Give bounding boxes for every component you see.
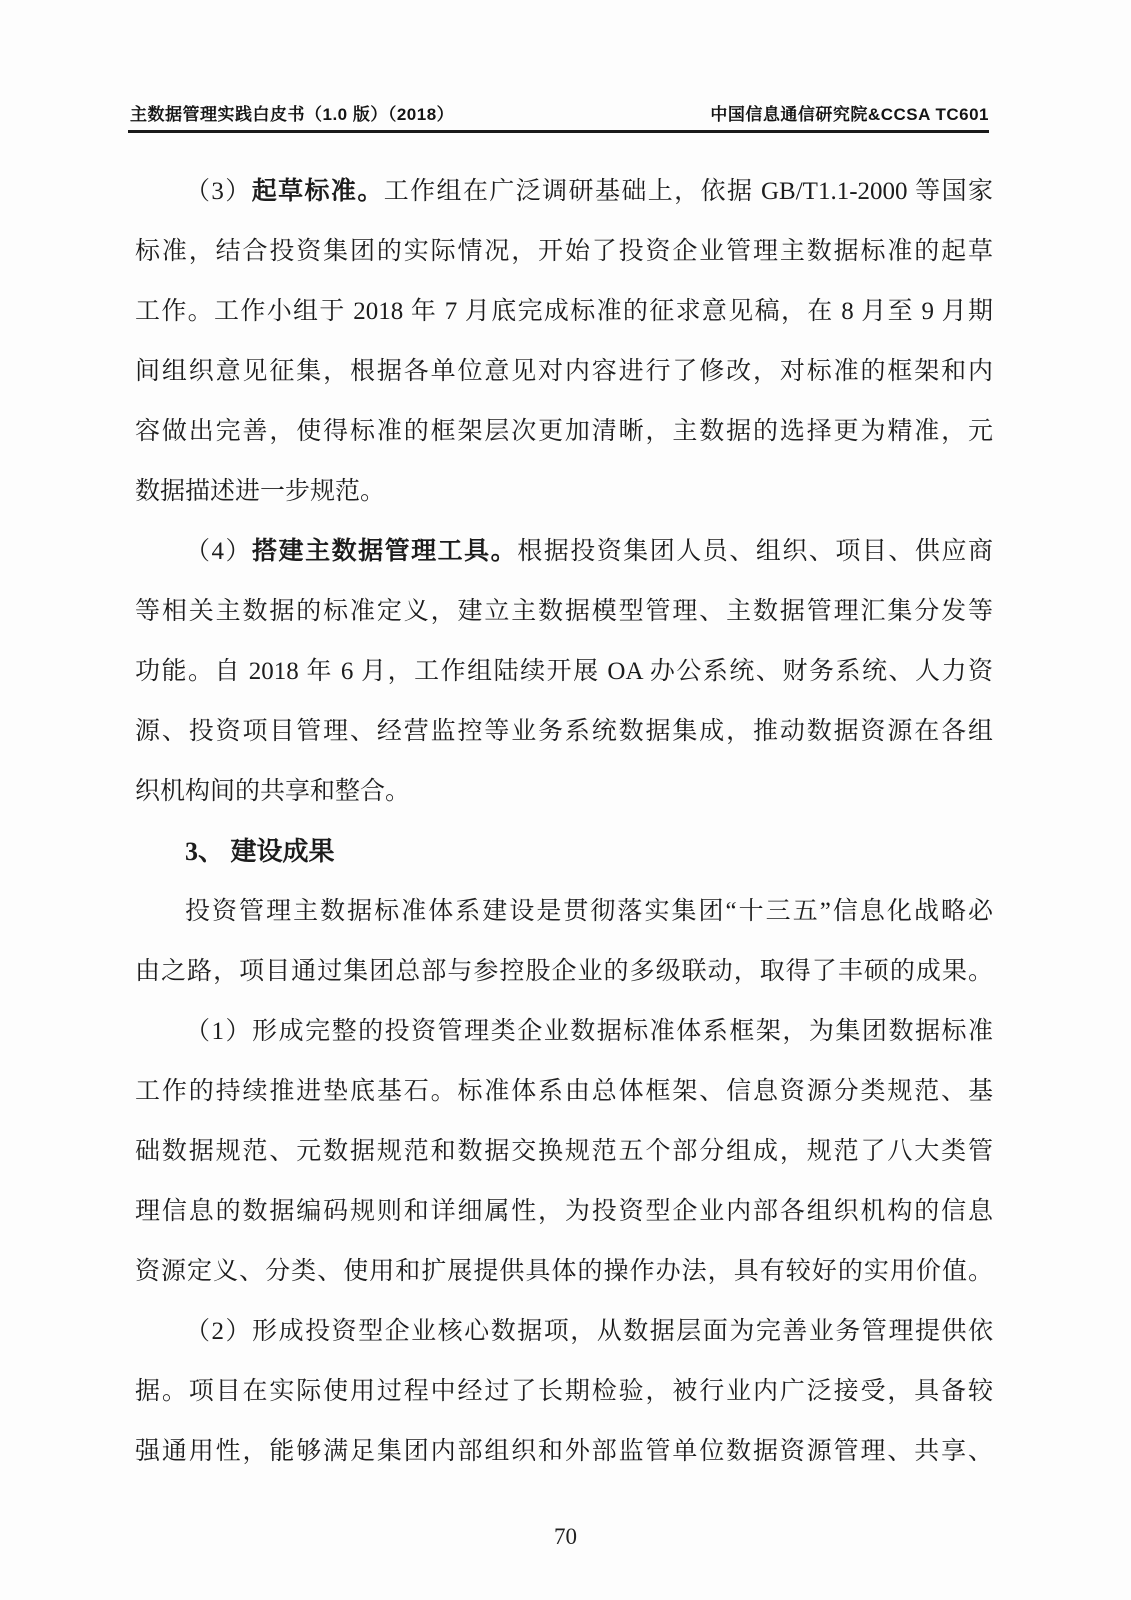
- text-line: [135, 1002, 993, 1062]
- text-line: [135, 702, 993, 762]
- text-line: [135, 462, 993, 522]
- document-body: [135, 162, 993, 1482]
- header-right-title: 中国信息通信研究院&CCSA TC601: [710, 105, 989, 124]
- text-run: 功能。自 2018 年 6 月，工作组陆续开展 OA 办公系统、财务系统、人力资: [135, 658, 993, 685]
- text-run: 根据投资集团人员、组织、项目、供应商: [517, 538, 993, 565]
- text-line: [135, 1242, 993, 1302]
- text-line: [135, 402, 993, 462]
- text-line: [135, 882, 993, 942]
- page-number: 70: [554, 1524, 577, 1549]
- text-run: 工作组在广泛调研基础上，依据 GB/T1.1-2000 等国家: [383, 178, 993, 205]
- page-header: [130, 100, 989, 125]
- text-run: 工作。工作小组于 2018 年 7 月底完成标准的征求意见稿，在 8 月至 9 月期: [135, 298, 993, 325]
- text-run: （1）形成完整的投资管理类企业数据标准体系框架，为集团数据标准: [185, 1018, 993, 1045]
- text-run: 等相关主数据的标准定义，建立主数据模型管理、主数据管理汇集分发等: [135, 598, 993, 625]
- text-run: 织机构间的共享和整合。: [135, 778, 411, 805]
- text-line: [135, 1302, 993, 1362]
- header-left-title: 主数据管理实践白皮书（1.0 版）（2018）: [130, 105, 455, 124]
- text-line: [135, 582, 993, 642]
- text-line: [135, 1362, 993, 1422]
- text-run: 强通用性，能够满足集团内部组织和外部监管单位数据资源管理、共享、: [135, 1438, 993, 1465]
- text-line: [135, 222, 993, 282]
- text-run: 据。项目在实际使用过程中经过了长期检验，被行业内广泛接受，具备较: [135, 1378, 993, 1405]
- text-line: [135, 762, 993, 822]
- text-run: 础数据规范、元数据规范和数据交换规范五个部分组成，规范了八大类管: [135, 1138, 993, 1165]
- text-line: [135, 1422, 993, 1482]
- text-line: [135, 282, 993, 342]
- bold-text-run: 搭建主数据管理工具。: [252, 538, 518, 565]
- section-heading: [135, 822, 993, 882]
- text-run: 资源定义、分类、使用和扩展提供具体的操作办法，具有较好的实用价值。: [135, 1258, 993, 1285]
- header-rule: [128, 130, 989, 133]
- text-run: （4）: [185, 538, 253, 565]
- text-line: [135, 522, 993, 582]
- text-run: 投资管理主数据标准体系建设是贯彻落实集团“十三五”信息化战略必: [185, 898, 993, 925]
- text-run: （3）: [185, 178, 252, 205]
- text-run: 工作的持续推进垫底基石。标准体系由总体框架、信息资源分类规范、基: [135, 1078, 993, 1105]
- text-run: 数据描述进一步规范。: [135, 478, 386, 505]
- text-line: [135, 1062, 993, 1122]
- text-line: [135, 162, 993, 222]
- text-line: [135, 1182, 993, 1242]
- text-run: 容做出完善，使得标准的框架层次更加清晰，主数据的选择更为精准，元: [135, 418, 993, 445]
- bold-text-run: 起草标准。: [251, 178, 384, 205]
- text-run: 源、投资项目管理、经营监控等业务系统数据集成，推动数据资源在各组: [135, 718, 993, 745]
- text-line: [135, 642, 993, 702]
- text-run: 标准，结合投资集团的实际情况，开始了投资企业管理主数据标准的起草: [135, 238, 993, 265]
- text-line: [135, 942, 993, 1002]
- text-run: 由之路，项目通过集团总部与参控股企业的多级联动，取得了丰硕的成果。: [135, 958, 993, 985]
- text-line: [135, 1122, 993, 1182]
- text-run: 间组织意见征集，根据各单位意见对内容进行了修改，对标准的框架和内: [135, 358, 993, 385]
- text-line: [135, 342, 993, 402]
- text-run: 理信息的数据编码规则和详细属性，为投资型企业内部各组织机构的信息: [135, 1198, 993, 1225]
- bold-text-run: 3、 建设成果: [185, 837, 335, 866]
- text-run: （2）形成投资型企业核心数据项，从数据层面为完善业务管理提供依: [185, 1318, 993, 1345]
